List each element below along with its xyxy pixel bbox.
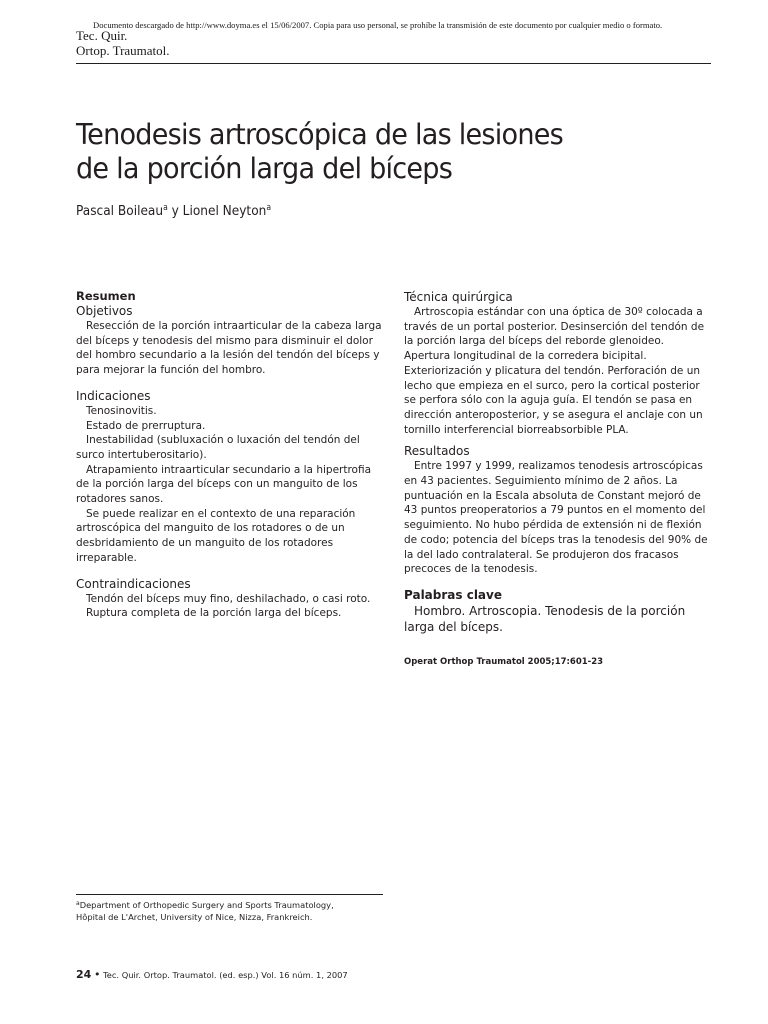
article-title — [76, 118, 563, 186]
author-2: y Lionel Neyton — [167, 203, 267, 219]
indicaciones-item: Estado de prerruptura. — [86, 419, 206, 432]
contraindicaciones-item: Tendón del bíceps muy fino, deshilachado, o casi roto. — [86, 592, 371, 605]
download-notice: Documento descargado de http://www.doyma.es el 15/06/2007. Copia para uso personal, se prohíbe la transmisión de este documento por cualquier medio o formato. — [93, 20, 663, 30]
objetivos-text: Resección de la porción intraarticular de la cabeza larga del bíceps y tenodesis del mismo para disminuir el dolor del hombro secundario a la lesión del tendón del bíceps y para mejorar la función del hombro. — [76, 320, 382, 377]
indicaciones-item: Inestabilidad (subluxación o luxación del tendón del surco intertuberositario). — [76, 434, 360, 461]
affiliation-footnote — [76, 898, 396, 923]
palabras-clave-heading: Palabras clave — [404, 587, 502, 602]
authors — [76, 203, 271, 219]
citation: Operat Orthop Traumatol 2005;17:601-23 — [404, 656, 604, 667]
resumen-heading: Resumen — [76, 289, 136, 303]
abstract-left-column — [76, 289, 383, 621]
tecnica-heading: Técnica quirúrgica — [404, 290, 513, 304]
tecnica-text: Artroscopia estándar con una óptica de 30º colocada a través de un portal posterior. Desinserción del tendón de la porción larga del bíceps del reborde glenoideo. Apertura longitudinal de la corredera bicipital. Exteriorización y plicatura del tendón. Perforación de un lecho que empieza en el surco, pero la cortical posterior se perfora sólo con la aguja guía. El tendón se pasa en dirección anteroposterior, y se asegura el anclaje con un tornillo interferencial biorreabsorbible PLA. — [404, 306, 705, 436]
author-1: Pascal Boileau — [76, 203, 164, 219]
journal-line-1: Tec. Quir. — [76, 28, 128, 43]
author-1-affiliation: a — [163, 203, 168, 213]
resultados-heading: Resultados — [404, 444, 470, 459]
abstract-right-column — [404, 289, 712, 670]
author-2-affiliation: a — [266, 203, 272, 213]
journal-name — [76, 28, 170, 58]
footnote-marker: a — [76, 900, 80, 907]
contraindicaciones-item: Ruptura completa de la porción larga del bíceps. — [86, 607, 342, 620]
page-footer — [76, 968, 348, 981]
footnote-line-1: Department of Orthopedic Surgery and Sports Traumatology, — [79, 900, 334, 910]
objetivos-heading: Objetivos — [76, 304, 133, 318]
journal-line-2: Ortop. Traumatol. — [76, 43, 170, 58]
title-line-1: Tenodesis artroscópica de las lesiones — [76, 118, 563, 151]
indicaciones-heading: Indicaciones — [76, 388, 151, 403]
indicaciones-item: Tenosinovitis. — [86, 404, 157, 417]
contraindicaciones-heading: Contraindicaciones — [76, 576, 191, 591]
footer-bullet: • — [93, 968, 101, 981]
title-line-2: de la porción larga del bíceps — [76, 152, 453, 185]
indicaciones-item: Se puede realizar en el contexto de una reparación artroscópica del manguito de los rotadores o de un desbridamiento de un manguito de los rotadores irreparable. — [76, 507, 356, 564]
footer-source: Tec. Quir. Ortop. Traumatol. (ed. esp.) Vol. 16 núm. 1, 2007 — [103, 970, 348, 980]
palabras-clave-text: Hombro. Artroscopia. Tenodesis de la porción larga del bíceps. — [404, 603, 686, 634]
page-number: 24 — [76, 968, 92, 981]
indicaciones-item: Atrapamiento intraarticular secundario a la hipertrofia de la porción larga del bíceps con un manguito de los rotadores sanos. — [76, 463, 372, 506]
resultados-text: Entre 1997 y 1999, realizamos tenodesis artroscópicas en 43 pacientes. Seguimiento mínimo de 2 años. La puntuación en la Escala absoluta de Constant mejoró de 43 puntos preoperatorios a 79 puntos en el momento del seguimiento. No hubo pérdida de extensión ni de flexión de codo; potencia del bíceps tras la tenodesis del 90% de la del lado contralateral. Se produjeron dos fracasos precoces de la tenodesis. — [404, 460, 708, 576]
header-divider — [76, 63, 711, 64]
footnote-line-2: Hôpital de L'Archet, University of Nice, Nizza, Frankreich. — [76, 912, 313, 922]
footnote-divider — [76, 894, 383, 895]
